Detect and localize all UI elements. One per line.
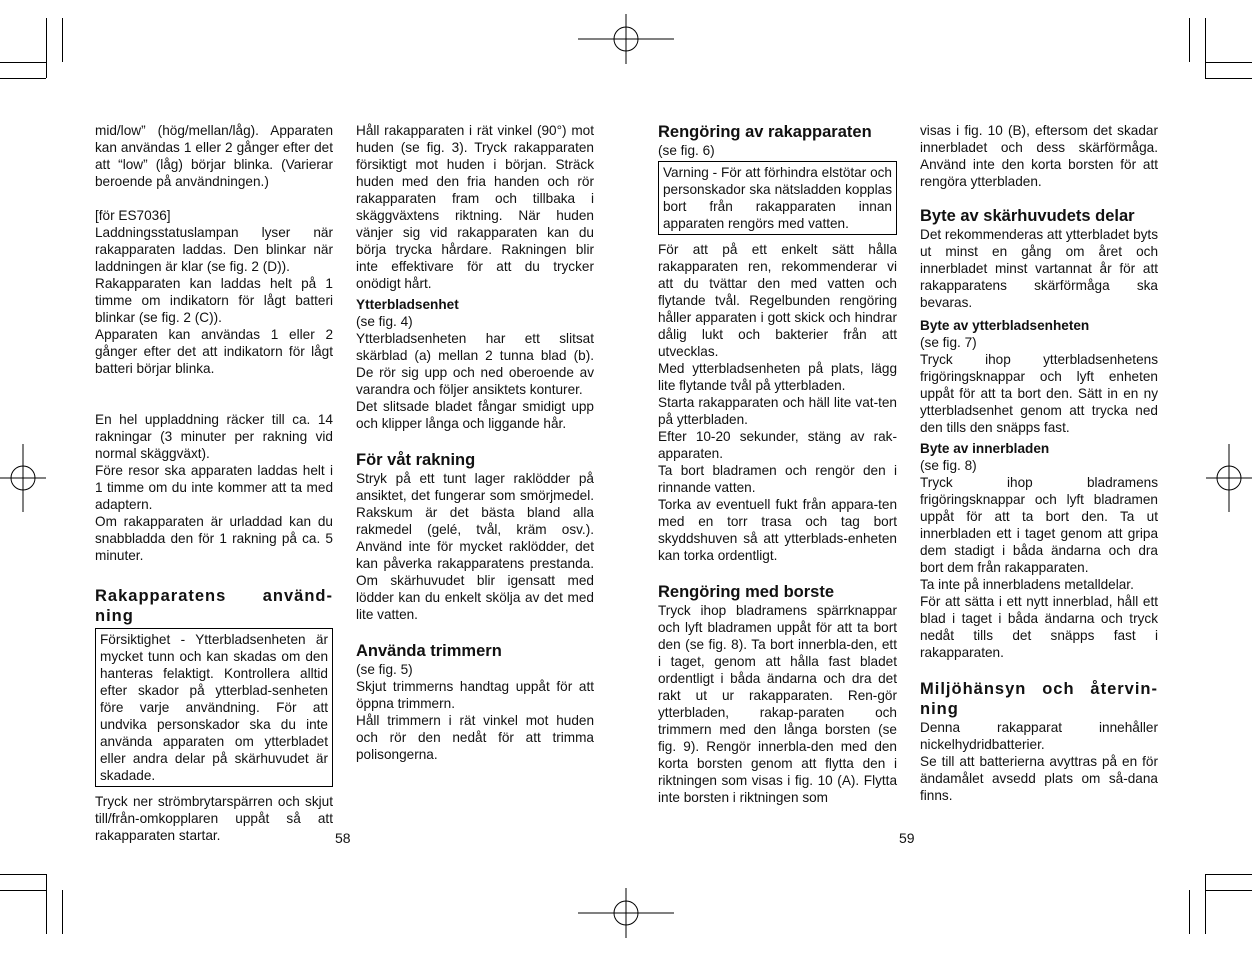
paragraph: Håll rakapparaten i rät vinkel (90°) mot huden (se fig. 3). Tryck rakapparaten försiktigt mot huden i början. Sträck huden med den fria handen och rör rakapparaten fram och tillbaka i skäggväxtens riktning. När huden vänjer sig vid rakapparaten kan du börja trycka hårdare. Rakningen blir inte effektivare för att du trycker onödigt hårt. <box>356 123 594 291</box>
figure-reference: (se fig. 6) <box>658 143 715 158</box>
paragraph: Rakapparaten kan laddas helt på 1 timme om indikatorn för lågt batteri blinkar (se fig. 2 (C)). <box>95 276 333 325</box>
section-heading: Använda trimmern <box>356 642 502 660</box>
crop-mark <box>1205 62 1252 63</box>
paragraph: Håll trimmern i rät vinkel mot huden och rör den nedåt för att trimma polisongerna. <box>356 713 594 762</box>
section-heading: Byte av skärhuvudets delar <box>920 207 1135 225</box>
paragraph: Det slitsade bladet fångar smidigt upp och klipper långa och liggande hår. <box>356 399 594 431</box>
crop-mark <box>1189 18 1190 62</box>
crop-mark <box>0 78 46 79</box>
paragraph: Tryck ihop bladramens spärrknappar och lyft bladramen uppåt för att ta bort den (se fig. 8). Ta bort innerbla-den, ett i taget, genom att hålla fast bladet ordentligt i båda ändarna och dra det rakt ut ur rakapparaten. Ren-gör ytterbladen, rakap-paraten och trimmern med den långa borsten (se fig. 9). Rengör innerbla-den med den korta borsten genom att flytta den i riktningen som visas i fig. 10 (A). Flytta inte borsten i riktningen som <box>658 603 897 805</box>
subheading: Byte av innerbladen <box>920 441 1050 456</box>
crop-mark <box>46 874 47 934</box>
page-number-left: 58 <box>335 830 351 846</box>
paragraph: Efter 10-20 sekunder, stäng av rak-apparaten. <box>658 429 897 461</box>
crop-mark <box>62 18 63 62</box>
crop-mark <box>0 890 46 891</box>
crop-mark <box>1205 874 1206 934</box>
paragraph: Före resor ska apparaten laddas helt i 1 timme om du inte kommer att ta med adaptern. <box>95 463 333 512</box>
subheading: Ytterbladsenhet <box>356 297 459 312</box>
page-number-right: 59 <box>899 830 915 846</box>
model-label: [för ES7036] <box>95 208 171 223</box>
paragraph: Denna rakapparat innehåller nickelhydridbatterier. <box>920 720 1158 752</box>
paragraph: Ta bort bladramen och rengör den i rinnande vatten. <box>658 463 897 495</box>
crop-mark <box>1205 18 1206 78</box>
paragraph: Se till att batterierna avyttras på en för ändamålet avsedd plats om så-dana finns. <box>920 754 1158 803</box>
section-heading: För våt rakning <box>356 451 476 469</box>
paragraph: En hel uppladdning räcker till ca. 14 rakningar (3 minuter per rakning vid normal skäggväxt). <box>95 412 333 461</box>
figure-reference: (se fig. 5) <box>356 662 413 677</box>
paragraph: Tryck ihop ytterbladsenhetens frigöringsknappar och lyft enheten uppåt för att ta bort den. Sätt in en ny ytterbladsenhet genom att trycka ned den tills den snäpps fast. <box>920 352 1158 435</box>
paragraph: Med ytterbladsenheten på plats, lägg lite flytande tvål på ytterbladen. <box>658 361 897 393</box>
subheading: Byte av ytterbladsenheten <box>920 318 1090 333</box>
crop-mark <box>0 62 46 63</box>
paragraph: För att på ett enkelt sätt hålla rakapparaten ren, rekommenderar vi att du tvättar den med vatten och flytande tvål. Regelbunden rengöring håller apparaten i gott skick och hindrar dålig lukt och bakterier från att utvecklas. <box>658 242 897 359</box>
crop-mark <box>0 874 46 875</box>
crop-mark <box>62 890 63 934</box>
paragraph: Om rakapparaten är urladdad kan du snabbladda den för 1 rakning på ca. 5 minuter. <box>95 514 333 563</box>
column-3 <box>658 122 897 806</box>
paragraph: Det rekommenderas att ytterbladet byts ut minst en gång om året och innerbladet minst vartannat år för att rakapparatens skärförmåga ska bevaras. <box>920 227 1158 310</box>
section-heading: Rakapparatens använd-ning <box>95 587 333 625</box>
crop-mark <box>1205 874 1252 875</box>
paragraph: Skjut trimmerns handtag uppåt för att öppna trimmern. <box>356 679 594 711</box>
paragraph: mid/low” (hög/mellan/låg). Apparaten kan användas 1 eller 2 gånger efter det att “low” (låg) börjar blinka. (Varierar beroende på användningen.) <box>95 123 333 189</box>
crop-mark <box>1205 78 1252 79</box>
paragraph: Apparaten kan användas 1 eller 2 gånger efter det att indikatorn för lågt batteri börjar blinka. <box>95 327 333 376</box>
crop-mark <box>1205 890 1252 891</box>
paragraph: visas i fig. 10 (B), eftersom det skadar innerbladet och dess skärförmåga. Använd inte den korta borsten för att rengöra ytterbladen. <box>920 123 1158 189</box>
figure-reference: (se fig. 4) <box>356 314 413 329</box>
column-1 <box>95 122 333 844</box>
paragraph: Tryck ihop bladramens frigöringsknappar och lyft bladramen uppåt för att ta bort den. Ta ut innerbladen ett i taget genom att gripa dem stadigt i båda ändarna och dra bort dem från rakapparaten. <box>920 475 1158 575</box>
paragraph: Laddningsstatuslampan lyser när rakapparaten laddas. Den blinkar när laddningen är klar (se fig. 2 (D)). <box>95 225 333 274</box>
paragraph: Stryk på ett tunt lager raklödder på ansiktet, det fungerar som smörjmedel. Rakskum är det bästa bland alla rakmedel (gelé, tvål, kräm osv.). Använd inte för mycket raklödder, det kan påverka rakapparatens prestanda. Om skärhuvudet blir igensatt med lödder kan du enkelt skölja av det med lite vatten. <box>356 471 594 622</box>
section-heading: Rengöring av rakapparaten <box>658 123 872 141</box>
column-2 <box>356 122 594 763</box>
section-heading: Miljöhänsyn och återvin-ning <box>920 680 1158 718</box>
paragraph: Ta inte på innerbladens metalldelar. <box>920 577 1134 592</box>
registration-mark-top <box>578 14 674 64</box>
warning-box <box>658 161 897 235</box>
crop-mark <box>46 18 47 78</box>
paragraph: Starta rakapparaten och häll lite vat-ten på ytterbladen. <box>658 395 897 427</box>
registration-mark-right <box>1206 444 1252 512</box>
column-4 <box>920 122 1158 804</box>
caution-text: Försiktighet - Ytterbladsenheten är mycket tunn och kan skadas om den hanteras felaktigt. Kontrollera alltid efter skador på ytterblad-senheten före varje användning. För att undvika personskador ska du inte använda apparaten om ytterbladet eller andra delar på skärhuvudet är skadade. <box>100 632 328 783</box>
paragraph: Ytterbladsenheten har ett slitsat skärblad (a) mellan 2 tunna blad (b). De rör sig upp och ned oberoende av varandra och följer ansiktets konturer. <box>356 331 594 397</box>
warning-text: Varning - För att förhindra elstötar och personskador ska nätsladden kopplas bort från rakapparaten innan apparaten rengörs med vatten. <box>663 165 892 231</box>
figure-reference: (se fig. 7) <box>920 335 977 350</box>
paragraph: Torka av eventuell fukt från appara-ten med en torr trasa och tag bort skyddshuven så att ytterblads-enheten kan torka ordentligt. <box>658 497 897 563</box>
section-heading: Rengöring med borste <box>658 583 835 601</box>
registration-mark-left <box>0 444 46 512</box>
registration-mark-bottom <box>578 888 674 938</box>
crop-mark <box>1189 890 1190 934</box>
paragraph: Tryck ner strömbrytarspärren och skjut till/från-omkopplaren uppåt så att rakapparaten startar. <box>95 794 333 843</box>
caution-box <box>95 628 333 787</box>
figure-reference: (se fig. 8) <box>920 458 977 473</box>
paragraph: För att sätta i ett nytt innerblad, håll ett blad i taget i båda ändarna och tryck nedåt tills det snäpps fast i rakapparaten. <box>920 594 1158 660</box>
